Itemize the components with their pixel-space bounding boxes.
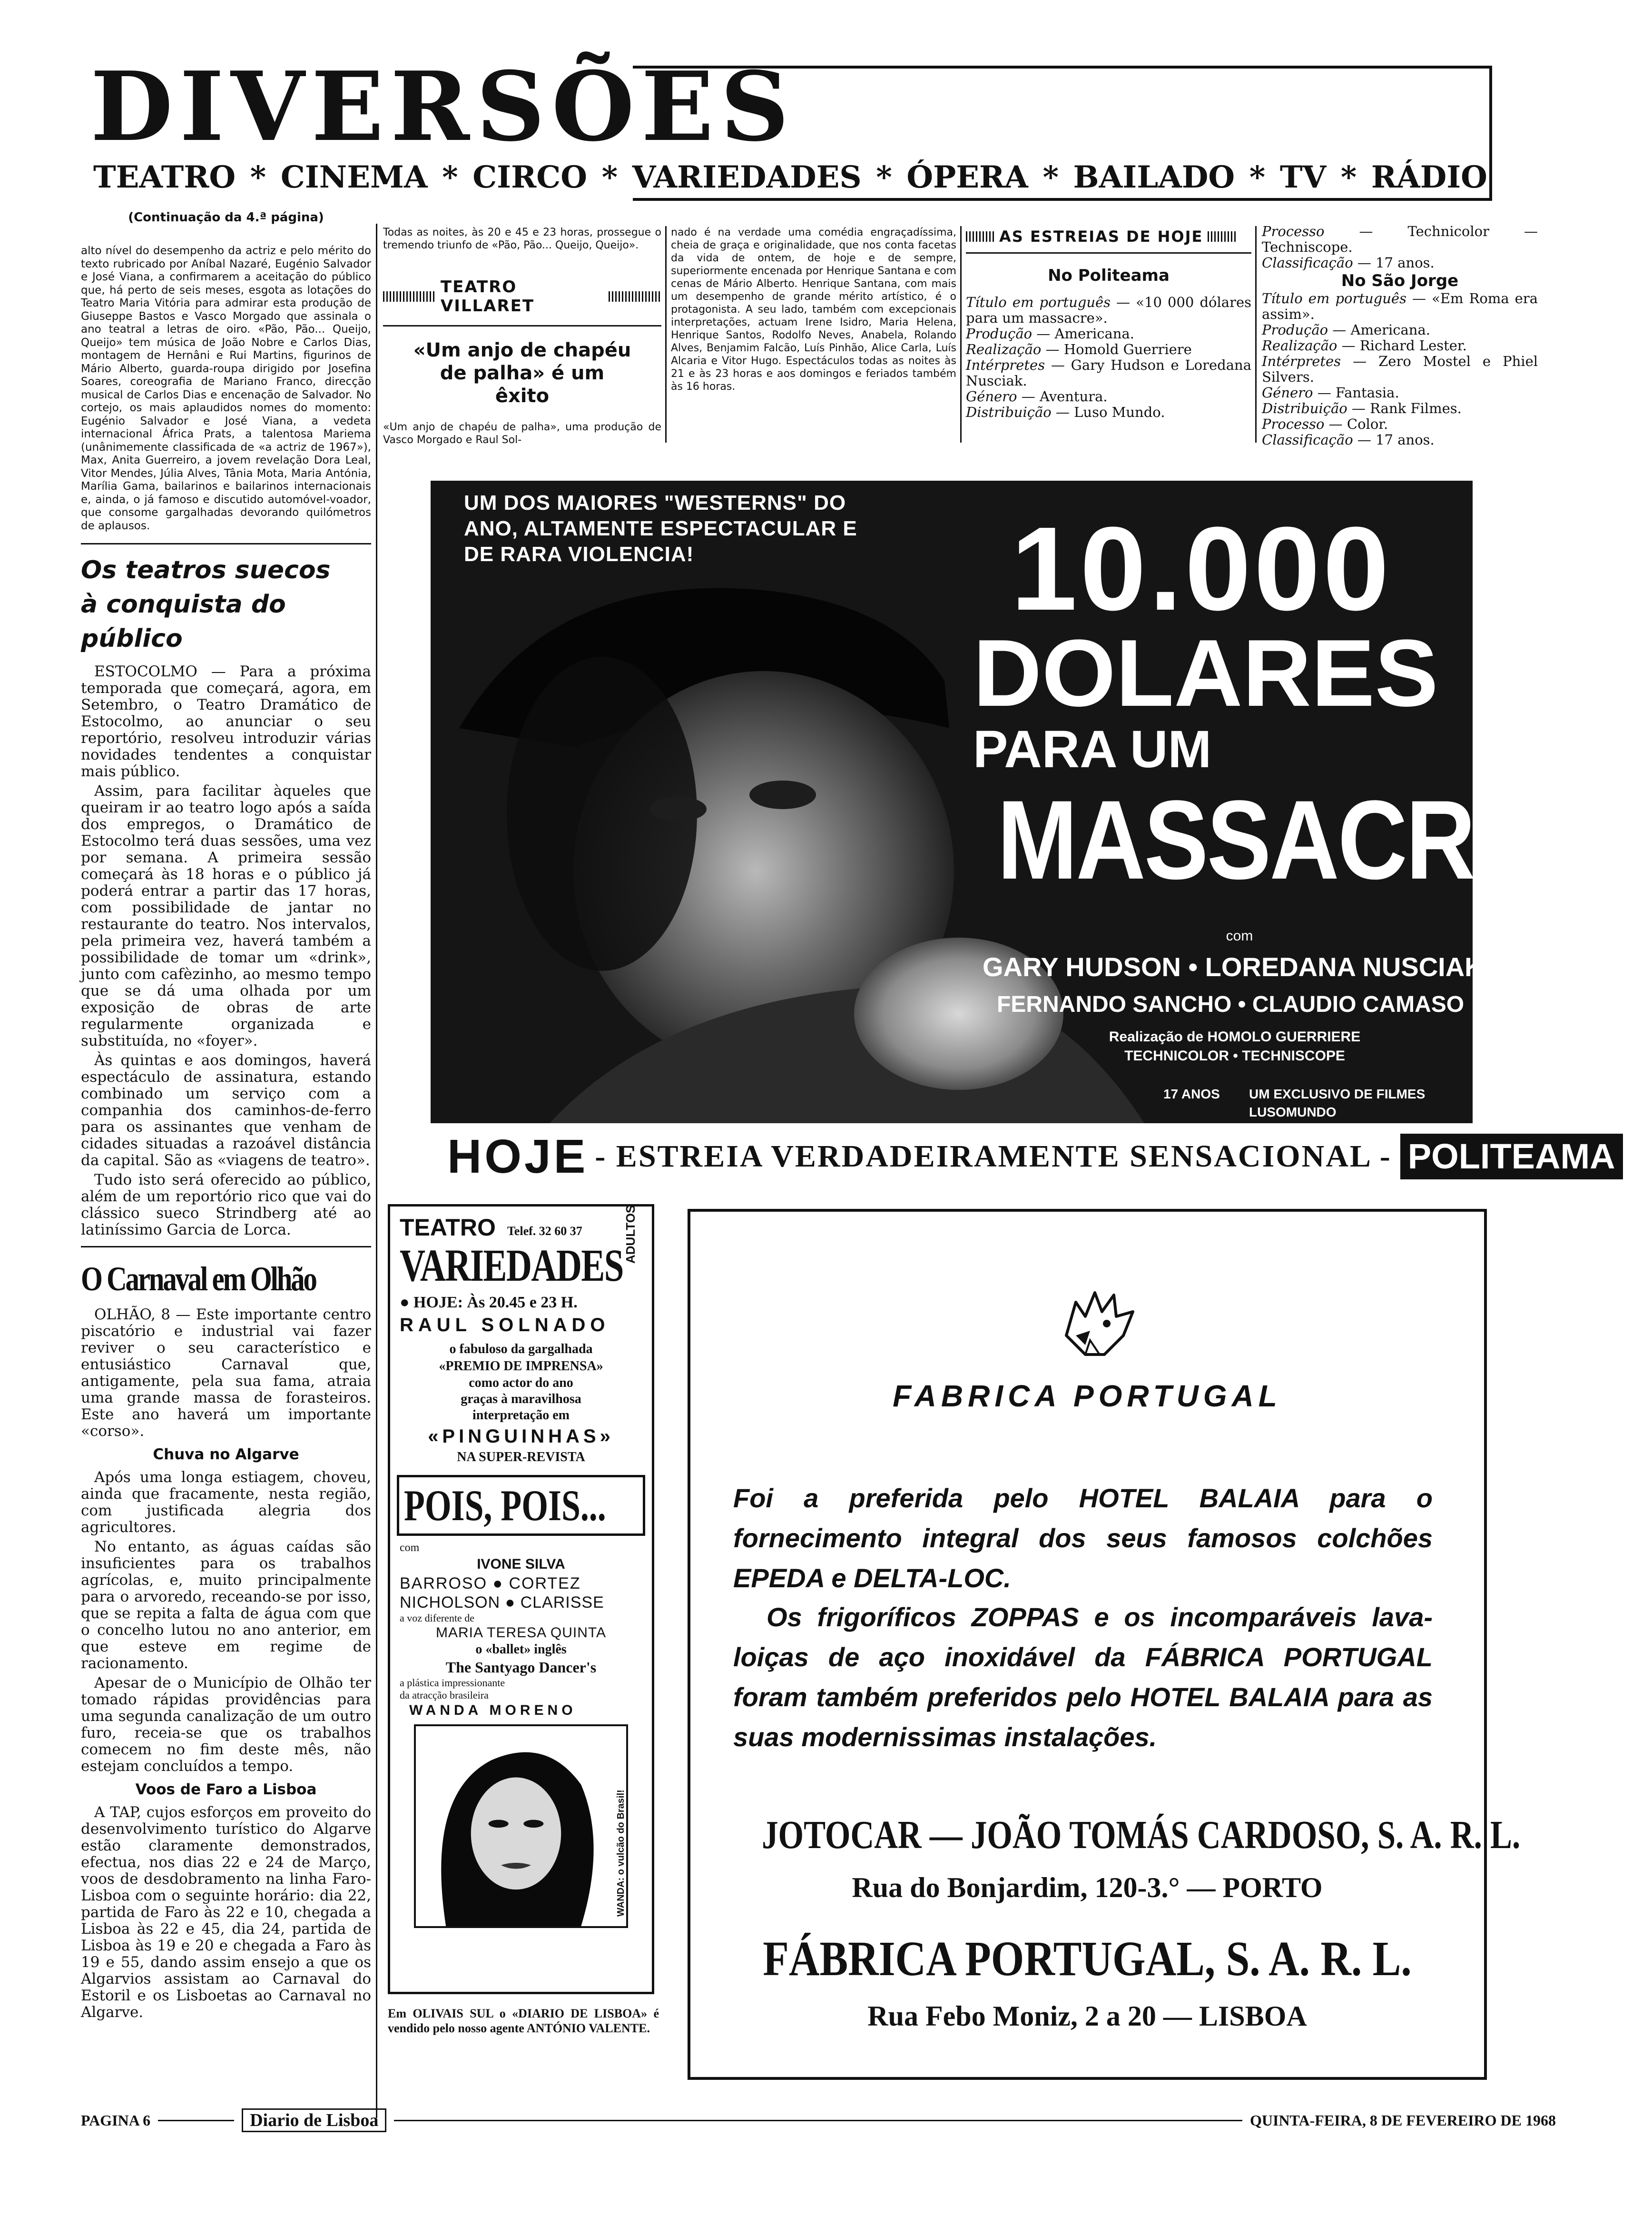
detail-label: Género — [1262, 385, 1313, 401]
strip-text: - ESTREIA VERDADEIRAMENTE SENSACIONAL - — [595, 1139, 1392, 1174]
separator-star: * — [1340, 159, 1357, 195]
separator-star: * — [1249, 159, 1266, 195]
column-rule — [376, 224, 377, 2118]
column-rule — [1255, 226, 1257, 443]
sweden-headline-2: à conquista do público — [81, 590, 286, 653]
detail-label: Título em português — [966, 294, 1111, 310]
detail-value: Zero Mostel e Phiel Silvers. — [1262, 353, 1538, 385]
footer-rule — [394, 2120, 1242, 2121]
fabrica-company: FÁBRICA PORTUGAL, S. A. R. L. — [763, 1931, 1412, 1986]
movie-ad — [431, 481, 1537, 1123]
detail-line: Intérpretes — Zero Mostel e Phiel Silvers. — [1262, 353, 1538, 385]
hatch-ornament — [1208, 231, 1236, 242]
carnaval-paragraph: OLHÃO, 8 — Este importante centro piscatório e industrial vai fazer reviver o seu característico e entusiástico Carnaval que, antigamente, pela sua fama, atraia uma grande massa de forasteiros. Este ano haverá um importante «corso». — [81, 1306, 371, 1440]
var-name: VARIEDADES — [400, 1240, 623, 1291]
pao-paragraph: Todas as noites, às 20 e 45 e 23 horas, prossegue o tremendo triunfo de «Pão, Pão... Queijo, Queijo». — [383, 227, 661, 251]
var-revue: POIS, POIS... — [404, 1481, 606, 1530]
carnaval-headline: O Carnaval em Olhão — [81, 1260, 316, 1298]
detail-value: 17 anos. — [1376, 255, 1435, 271]
chuva-paragraph: Após uma longa estiagem, choveu, ainda que fracamente, nesta região, com justificada alegria dos agricultores. — [81, 1469, 371, 1536]
column-comedy — [671, 226, 956, 445]
movie-exclusive: UM EXCLUSIVO DE FILMES LUSOMUNDO — [1249, 1087, 1426, 1119]
wanda-photo-frame — [414, 1724, 628, 1928]
page-date: QUINTA-FEIRA, 8 DE FEVEREIRO DE 1968 — [1249, 2111, 1556, 2129]
detail-label: Género — [966, 388, 1017, 405]
detail-line: Processo — Color. — [1262, 416, 1388, 432]
var-santyago: The Santyago Dancer's — [445, 1659, 597, 1676]
var-small: a voz diferente de — [400, 1612, 474, 1624]
variedades-ad — [388, 1204, 654, 1994]
venue-politeama: No Politeama — [1048, 266, 1170, 285]
var-line: como actor do ano — [469, 1375, 573, 1390]
wanda-photo — [416, 1726, 626, 1926]
movie-cast-line1: GARY HUDSON • LOREDANA NUSCIAK — [983, 952, 1484, 982]
villaret-text: «Um anjo de chapéu de palha», uma produção de Vasco Morgado e Raul Sol- — [383, 421, 661, 446]
detail-label: Realização — [1262, 337, 1337, 354]
var-revue-box — [397, 1475, 645, 1536]
hatch-ornament — [609, 291, 661, 302]
sweden-headline-1: Os teatros suecos — [81, 556, 331, 584]
detail-label: Processo — [1262, 416, 1325, 432]
detail-value: «10 000 dólares para um massacre». — [966, 294, 1251, 326]
movie-title-para-um: PARA UM — [973, 720, 1212, 779]
column-villaret — [383, 226, 661, 450]
var-adultos: ADULTOS — [623, 1205, 638, 1264]
voos-paragraph: A TAP, cujos esforços em proveito do desenvolvimento turístico do Algarve estão claramente demonstrados, efectua, nos dias 22 e 24 de Março, voos de desdobramento na linha Faro-Lisboa com o seguinte horário: dia 22, partida de Faro às 22 e 10, chegada a Lisboa às 22 e 45, dia 24, partida de Lisboa às 19 e 20 e chegada a Faro às 19 e 55, dando assim ensejo a que os Algarvios assistam ao Carnaval do Estoril e os Lisboetas ao Carnaval no Algarve. — [81, 1804, 371, 2021]
detail-label: Processo — [1262, 223, 1325, 239]
page-number: PAGINA 6 — [81, 2111, 151, 2129]
masthead-sections — [93, 158, 1487, 196]
villaret-title: TEATRO VILLARET — [440, 277, 535, 316]
detail-line: Intérpretes — Gary Hudson e Loredana Nusciak. — [966, 357, 1251, 389]
column-estreias — [966, 227, 1251, 446]
detail-label: Realização — [966, 341, 1042, 357]
wolf-head-icon — [1057, 1283, 1142, 1359]
detail-value: Gary Hudson e Loredana Nusciak. — [966, 357, 1251, 389]
detail-value: Americana. — [1054, 326, 1134, 342]
detail-label: Classificação — [1262, 255, 1353, 271]
var-maria: MARIA TERESA QUINTA — [436, 1625, 606, 1641]
var-line: «PREMIO DE IMPRENSA» — [439, 1359, 603, 1374]
divider — [81, 1246, 371, 1247]
detail-value: Homold Guerriere — [1063, 341, 1192, 357]
movie-director: Realização de HOMOLO GUERRIERE — [1109, 1029, 1361, 1045]
sweden-paragraph: Tudo isto será oferecido ao público, além de um reportório rico que vai do clássico sueco Strindberg até ao latiníssimo Garcia de Lorca. — [81, 1171, 371, 1238]
face-shape — [471, 1778, 561, 1890]
var-ivone: IVONE SILVA — [477, 1556, 565, 1572]
column-rule — [665, 226, 667, 443]
villaret-headline: «Um anjo de chapéu de palha» é um êxito — [413, 339, 631, 407]
movie-title-dolares: DOLARES — [973, 620, 1438, 726]
var-line: o fabuloso da gargalhada — [449, 1342, 593, 1356]
detail-line: Género — Aventura. — [966, 388, 1108, 405]
detail-label: Distribuição — [1262, 400, 1347, 416]
detail-line: Realização — Richard Lester. — [1262, 337, 1467, 354]
fabrica-paragraph: Os frigoríficos ZOPPAS e os incomparáveis lava-loiças de aço inoxidável da FÁBRICA PORTUGAL foram também preferidos pelo HOTEL BALAIA para as suas modernissimas instalações. — [733, 1602, 1433, 1752]
divider — [81, 543, 371, 544]
var-line: graças à maravilhosa — [461, 1392, 581, 1406]
fabrica-paragraph: Foi a preferida pelo HOTEL BALAIA para o fornecimento integral dos seus famosos colchões EPEDA e DELTA-LOC. — [733, 1483, 1433, 1593]
detail-line: Classificação — 17 anos. — [1262, 255, 1435, 271]
var-hoje: ● HOJE: Às 20.45 e 23 H. — [400, 1294, 578, 1311]
sweden-paragraph: Assim, para facilitar àqueles que queiram ir ao teatro logo após a saída dos empregos, o Dramático de Estocolmo terá duas sessões, uma vez por semana. A primeira sessão começará às 18 horas e o público já poderá entrar a partir das 17 horas, com possibilidade de jantar no restaurante do teatro. Nos intervalos, pela primeira vez, haverá também a possibilidade de tomar um «drink», junto com cafèzinho, ao mesmo tempo que se dá uma olhada por um exposição de obras de arte regularmente organizada e substituída, no «foyer». — [81, 782, 371, 1049]
footer-rule — [158, 2120, 234, 2121]
comedy-text: nado é na verdade uma comédia engraçadíssima, cheia de graça e originalidade, que nos conta facetas da vida de ontem, de hoje e de sempre, superiormente encenada por Henrique Santana e com cenas de Mário Alberto. Henrique Santana, com mais um desempenho de grande mérito artístico, é o protagonista. A seu lado, também com excepcionais interpretações, actuam Irene Isidro, Maria Helena, Henrique Santos, Rodolfo Neves, Anabela, Rolando Alves, Benjamim Falcão, Luís Pinhão, Alice Carla, Luís Alcaria e Vitor Hugo. Espectáculos todas as noites às 21 e às 23 horas e aos domingos e feriados também às 16 horas. — [671, 227, 956, 393]
paper-name: Diario de Lisboa — [242, 2108, 386, 2132]
detail-value: «Em Roma era assim». — [1262, 290, 1538, 322]
villaret-bar — [383, 277, 661, 316]
column-left — [81, 209, 371, 2113]
detail-value: Americana. — [1350, 322, 1430, 338]
venue-sao-jorge: No São Jorge — [1341, 271, 1459, 290]
jotocar-line: JOTOCAR — JOÃO TOMÁS CARDOSO, S. A. R. L. — [762, 1813, 1521, 1857]
masthead-title: DIVERSÕES — [90, 51, 796, 163]
var-ballet: o «ballet» inglês — [475, 1642, 567, 1657]
detail-line: Distribuição — Rank Filmes. — [1262, 400, 1462, 416]
detail-value: Rank Filmes. — [1370, 400, 1462, 416]
divider — [966, 252, 1251, 254]
fabrica-address: Rua Febo Moniz, 2 a 20 — LISBOA — [867, 2000, 1307, 2032]
detail-value: Aventura. — [1039, 388, 1108, 405]
eye-shape — [523, 1820, 543, 1828]
detail-line: Produção — Americana. — [966, 326, 1134, 342]
olivais-note: Em OLIVAIS SUL o «DIARIO DE LISBOA» é vendido pelo nosso agente ANTÓNIO VALENTE. — [388, 2007, 659, 2035]
separator-star: * — [442, 159, 458, 195]
var-telef: Telef. 32 60 37 — [507, 1224, 582, 1238]
voos-headline: Voos de Faro a Lisboa — [135, 1781, 317, 1798]
section-teatro: TEATRO — [93, 159, 236, 195]
page-footer — [81, 2104, 1556, 2137]
separator-star: * — [1042, 159, 1059, 195]
detail-line: Título em português — «10 000 dólares para um massacre». — [966, 294, 1251, 326]
var-cast: BARROSO ● CORTEZ — [400, 1574, 581, 1592]
chuva-paragraph: No entanto, as águas caídas são insuficientes para os trabalhos agrícolas, e, muito principalmente para o arvoredo, receando-se por isso, que se repita a falta de água com que o concelho lutou no ano anterior, em que esteve em regime de racionamento. — [81, 1538, 371, 1672]
var-line: NA SUPER-REVISTA — [457, 1450, 585, 1464]
var-small: a plástica impressionante — [400, 1677, 505, 1689]
eye-shape — [489, 1820, 509, 1828]
detail-value: Color. — [1347, 416, 1388, 432]
hatch-ornament — [966, 231, 994, 242]
movie-tagline: UM DOS MAIORES "WESTERNS" DO ANO, ALTAMENTE ESPECTACULAR E DE RARA VIOLENCIA! — [464, 491, 857, 566]
movie-cast-line2: FERNANDO SANCHO • CLAUDIO CAMASO — [997, 992, 1465, 1017]
jotocar-address: Rua do Bonjardim, 120-3.° — PORTO — [852, 1872, 1323, 1903]
detail-value: Luso Mundo. — [1074, 404, 1165, 420]
movie-ad-strip — [447, 1130, 1615, 1183]
divider — [383, 325, 661, 326]
movie-com: com — [1226, 928, 1253, 944]
section-circo: CIRCO — [472, 159, 587, 195]
detail-line: Género — Fantasia. — [1262, 385, 1399, 401]
masthead — [90, 51, 1494, 200]
detail-label: Intérpretes — [966, 357, 1045, 373]
var-cast: NICHOLSON ● CLARISSE — [400, 1593, 604, 1612]
var-show: «PINGUINHAS» — [428, 1426, 614, 1447]
fabrica-brand: FABRICA PORTUGAL — [893, 1379, 1282, 1413]
continuation-text: alto nível do desempenho da actriz e pelo mérito do texto rubricado por Aníbal Nazaré, Eugénio Salvador e José Viana, a confirmarem a aceitação do público que, há perto de seis meses, esgota as lotações do Teatro Maria Vitória para admirar esta produção de Giuseppe Bastos e Vasco Morgado que assinala o ano teatral a letras de oiro. «Pão, Pão... Queijo, Queijo» tem música de João Nobre e Carlos Dias, montagem de Hernâni e Rui Martins, figurinos de Mário Alberto, guarda-roupa dirigido por Josefina Soares, coreografia de Mariano Franco, direcção musical de Carlos Dias e encenação de Salvador. No cortejo, os mais aplaudidos nomes do momento: Eugénio Salvador e José Viana, a vedeta internacional África Prats, a talentosa Mariema (unânimemente classificada de «a actriz de 1967»), Max, Anita Guerreiro, a jovem revelação Dora Leal, Vitor Mendes, Júlia Alves, Tânia Mota, Maria Antónia, Marília Gama, bailarinos e bailarinos internacionais e, ainda, o já famoso e discutido automóvel-voador, que consome gargalhadas devorando quilómetros de aplausos. — [81, 245, 371, 532]
separator-star: * — [601, 159, 618, 195]
column-rule — [960, 226, 962, 443]
eye-shape — [749, 781, 816, 809]
sao-jorge-details-top — [1262, 224, 1538, 271]
column-sao-jorge — [1262, 224, 1538, 447]
movie-title-massacre: MASSACRE — [997, 777, 1537, 903]
var-small: da atracção brasileira — [400, 1689, 489, 1701]
section-tv: TV — [1279, 159, 1327, 195]
movie-title-number: 10.000 — [1011, 502, 1392, 635]
section-variedades: VARIEDADES — [632, 159, 862, 195]
movie-process: TECHNICOLOR • TECHNISCOPE — [1124, 1048, 1345, 1064]
chuva-headline: Chuva no Algarve — [153, 1446, 299, 1463]
section-radio: RÁDIO — [1371, 159, 1487, 195]
detail-line: Classificação — 17 anos. — [1262, 432, 1435, 448]
sao-jorge-details — [1262, 291, 1538, 448]
detail-label: Distribuição — [966, 404, 1052, 420]
var-wanda: WANDA MORENO — [409, 1702, 577, 1718]
hatch-ornament — [383, 291, 436, 302]
sweden-paragraph: ESTOCOLMO — Para a próxima temporada que começará, agora, em Setembro, o Teatro Dramático de Estocolmo, ao anunciar o seu reportório, resolveu introduzir várias novidades tendentes a conquistar mais público. — [81, 663, 371, 780]
detail-value: 17 anos. — [1376, 432, 1435, 448]
eye-shape — [649, 797, 707, 821]
var-com: com — [400, 1542, 420, 1554]
detail-label: Classificação — [1262, 432, 1353, 448]
detail-line: Produção — Americana. — [1262, 322, 1430, 338]
section-opera: ÓPERA — [906, 159, 1028, 195]
detail-label: Produção — [966, 326, 1032, 342]
detail-line: Título em português — «Em Roma era assim». — [1262, 290, 1538, 322]
movie-age-rating: 17 ANOS — [1163, 1087, 1220, 1101]
detail-line: Realização — Homold Guerriere — [966, 341, 1192, 357]
section-bailado: BAILADO — [1073, 159, 1235, 195]
section-cinema: CINEMA — [280, 159, 428, 195]
var-line: interpretação em — [472, 1408, 570, 1423]
politeama-details — [966, 295, 1251, 420]
var-star: RAUL SOLNADO — [400, 1315, 610, 1335]
chuva-paragraph: Apesar de o Município de Olhão ter tomado rápidas providências para uma segunda canalização de um outro furo, receia-se que os trabalhos comecem no fim deste mês, não estejam concluídos a tempo. — [81, 1674, 371, 1775]
wanda-caption: WANDA: o vulcão do Brasil! — [616, 1790, 626, 1917]
separator-star: * — [876, 159, 892, 195]
detail-value: Fantasia. — [1335, 385, 1399, 401]
continuation-label: (Continuação da 4.ª página) — [128, 210, 324, 225]
estreias-bar — [966, 227, 1251, 246]
detail-label: Intérpretes — [1262, 353, 1341, 369]
detail-value: Richard Lester. — [1359, 337, 1467, 354]
detail-line: Distribuição — Luso Mundo. — [966, 404, 1165, 420]
sweden-paragraph: Às quintas e aos domingos, haverá espectáculo de assinatura, estando combinado um serviço com a companhia dos caminhos-de-ferro para os assinantes que venham de cidades situadas a razoável distância da capital. São as «viagens de teatro». — [81, 1052, 371, 1169]
strip-hoje: HOJE — [447, 1130, 589, 1183]
fabrica-ad — [688, 1209, 1521, 2080]
detail-line: Processo — Technicolor — Techniscope. — [1262, 223, 1538, 255]
estreias-title: AS ESTREIAS DE HOJE — [999, 227, 1203, 246]
var-teatro: TEATRO — [400, 1214, 496, 1241]
detail-value: Technicolor — Techniscope. — [1262, 223, 1538, 255]
detail-label: Título em português — [1262, 290, 1406, 307]
separator-star: * — [250, 159, 266, 195]
detail-label: Produção — [1262, 322, 1328, 338]
strip-venue: POLITEAMA — [1400, 1134, 1623, 1179]
